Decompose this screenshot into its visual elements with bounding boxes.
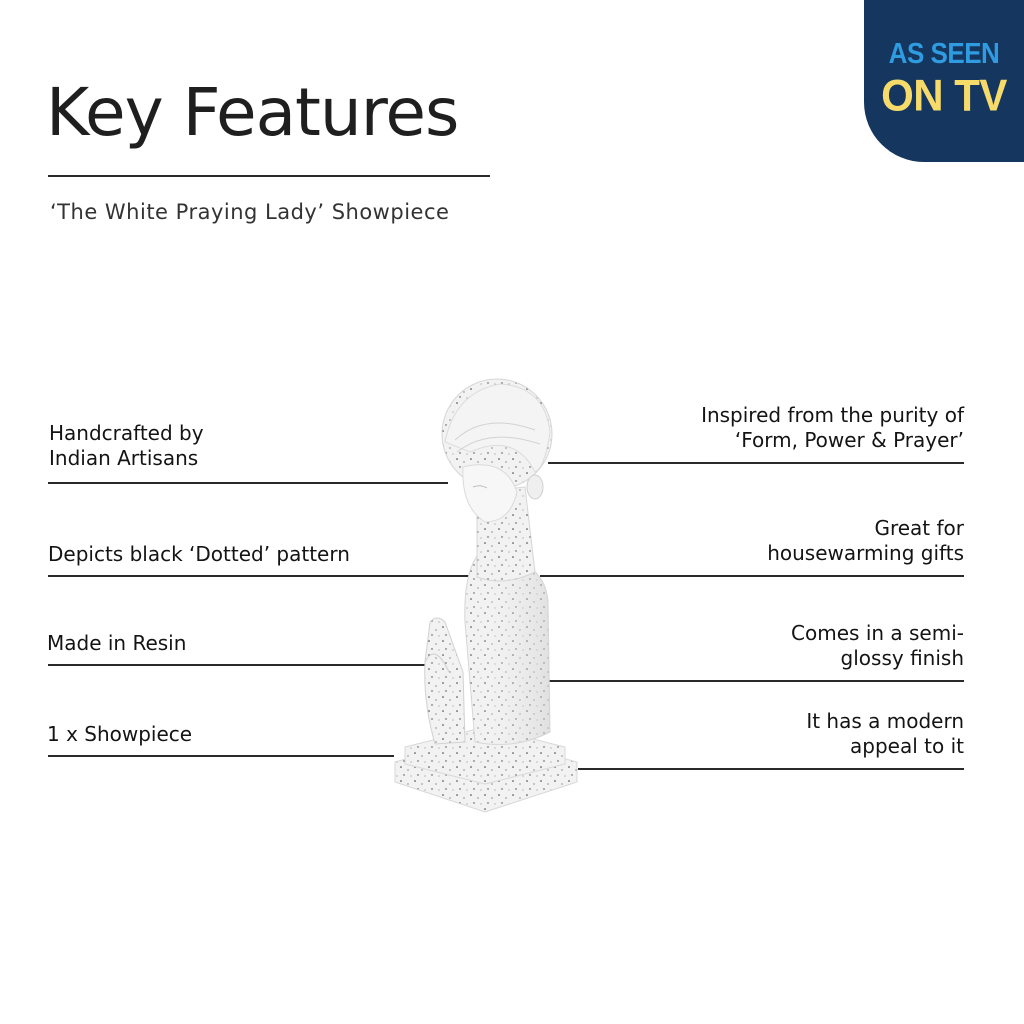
- badge-line-bottom: ON TV: [881, 70, 1007, 121]
- feature-left-resin: [47, 631, 186, 656]
- feature-text-line: glossy finish: [840, 646, 964, 670]
- feature-text-line: Made in Resin: [47, 631, 187, 655]
- feature-text-line: It has a modern: [806, 709, 964, 733]
- feature-divider: [578, 768, 964, 770]
- feature-left-quantity: [47, 722, 192, 747]
- feature-divider: [548, 462, 964, 464]
- feature-text-line: Comes in a semi-: [791, 621, 964, 645]
- feature-left-dotted-pattern: [48, 542, 350, 567]
- praying-lady-statue-image: [385, 372, 585, 817]
- feature-divider: [48, 664, 426, 666]
- feature-right-modern: [806, 709, 964, 759]
- feature-text-line: Depicts black ‘Dotted’ pattern: [48, 542, 350, 566]
- feature-right-inspired: [701, 403, 964, 453]
- feature-text-line: Indian Artisans: [49, 446, 199, 470]
- feature-text-line: 1 x Showpiece: [47, 722, 193, 746]
- title-divider: [48, 175, 490, 177]
- feature-text-line: ‘Form, Power & Prayer’: [734, 428, 964, 452]
- feature-right-gifts: [767, 516, 964, 566]
- as-seen-on-tv-badge: [864, 0, 1024, 162]
- feature-divider: [549, 680, 964, 682]
- page-title: Key Features: [46, 74, 459, 151]
- feature-divider: [540, 575, 964, 577]
- feature-divider: [48, 755, 394, 757]
- product-subtitle: ‘The White Praying Lady’ Showpiece: [50, 200, 450, 224]
- feature-text-line: Great for: [874, 516, 964, 540]
- feature-text-line: Inspired from the purity of: [701, 403, 964, 427]
- feature-text-line: Handcrafted by: [49, 421, 204, 445]
- feature-right-finish: [791, 621, 964, 671]
- badge-line-top: AS SEEN: [888, 36, 1000, 70]
- feature-left-handcrafted: [49, 421, 204, 471]
- feature-text-line: housewarming gifts: [767, 541, 964, 565]
- feature-text-line: appeal to it: [850, 734, 964, 758]
